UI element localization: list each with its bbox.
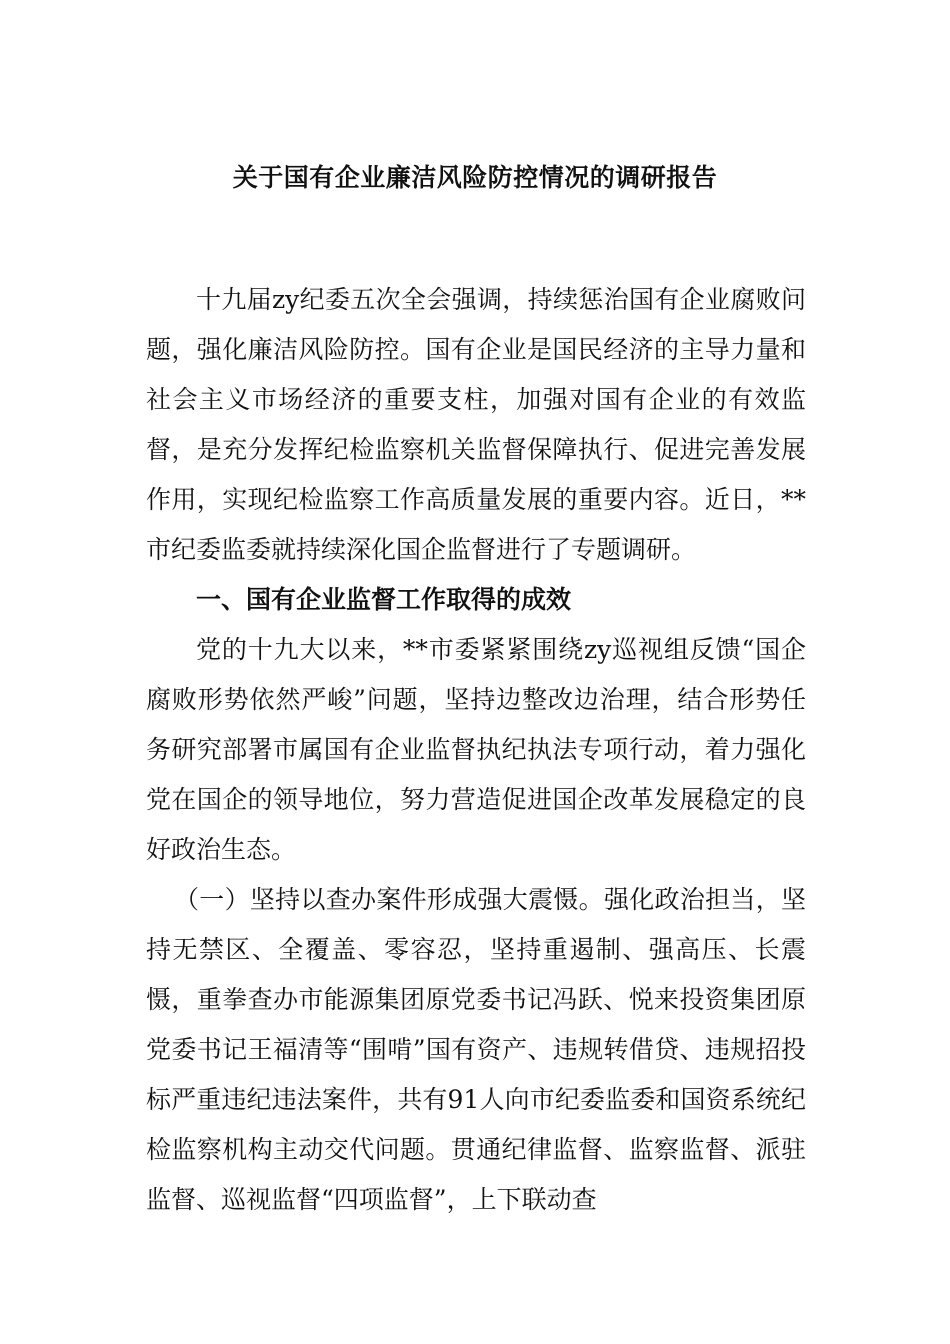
- paragraph-subsection-1: （一）坚持以查办案件形成强大震慑。强化政治担当，坚持无禁区、全覆盖、零容忍，坚持重遏制、强高压、长震慑，重拳查办市能源集团原党委书记冯跃、悦来投资集团原党委书记王福清等“围啃”国有资产、违规转借贷、违规招投标严重违纪违法案件，共有91人向市纪委监委和国资系统纪检监察机构主动交代问题。贯通纪律监督、监察监督、派驻监督、巡视监督“四项监督”，上下联动查: [146, 885, 806, 1214]
- document-title: 关于国有企业廉洁风险防控情况的调研报告: [232, 163, 718, 192]
- paragraph-achievements: 党的十九大以来，**市委紧紧围绕zy巡视组反馈“国企腐败形势依然严峻”问题，坚持边整改边治理，结合形势任务研究部署市属国有企业监督执纪执法专项行动，着力强化党在国企的领导地位，努力营造促进国企改革发展稳定的良好政治生态。: [146, 635, 806, 864]
- document-body: [146, 275, 806, 1225]
- paragraph-intro: 十九届zy纪委五次全会强调，持续惩治国有企业腐败问题，强化廉洁风险防控。国有企业是国民经济的主导力量和社会主义市场经济的重要支柱，加强对国有企业的有效监督，是充分发挥纪检监察机关监督保障执行、促进完善发展作用，实现纪检监察工作高质量发展的重要内容。近日，**市纪委监委就持续深化国企监督进行了专题调研。: [146, 285, 806, 564]
- section-heading-1: 一、国有企业监督工作取得的成效: [196, 585, 572, 614]
